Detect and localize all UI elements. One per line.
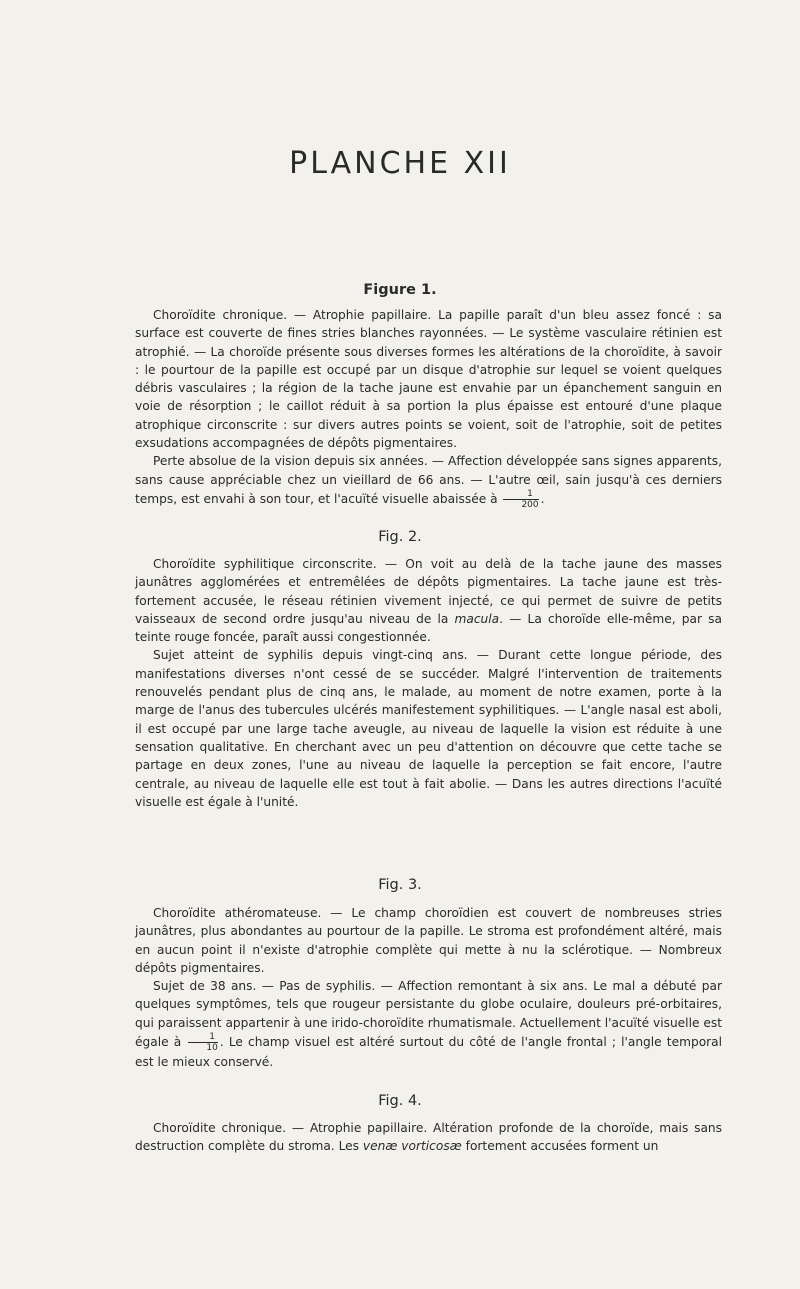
figure-1-text bbox=[135, 306, 722, 510]
figure-1-paragraph-2 bbox=[135, 452, 722, 510]
figure-3-heading: Fig. 3. bbox=[378, 877, 422, 893]
acuity-fraction bbox=[188, 1032, 217, 1053]
figure-2-paragraph-1 bbox=[135, 555, 722, 646]
figure-2-italic-term: macula bbox=[454, 611, 500, 626]
figure-2-heading: Fig. 2. bbox=[378, 529, 422, 545]
figure-3-paragraph-2-end: . Le champ visuel est altéré surtout du côté de l'angle frontal ; l'angle temporal est le mieux conservé. bbox=[135, 1035, 723, 1070]
figure-2-paragraph-1-end: . — La choroïde elle-même, par sa teinte rouge foncée, paraît aussi congestionnée. bbox=[135, 611, 722, 645]
figure-4-text bbox=[135, 1119, 722, 1156]
acuity-fraction bbox=[503, 489, 538, 510]
figure-4-paragraph-1-end: fortement accusées forment un bbox=[465, 1139, 659, 1154]
fraction-denominator: 10 bbox=[206, 1043, 218, 1054]
figure-2-paragraph-2: Sujet atteint de syphilis depuis vingt-cinq ans. — Durant cette longue période, des manifestations diverses n'ont cessé de se succéder. Malgré l'intervention de traitements renouvelés pendant plus de cinq ans, le malade, au moment de notre examen, porte à la marge de l'anus des tubercules ulcérés manifestement syphilitiques. — L'angle nasal est aboli, il est occupé par une large tache aveugle, au niveau de laquelle la vision est réduite à une sensation qualitative. En cherchant avec un peu d'attention on découvre que cette tache se partage en deux zones, l'une au niveau de laquelle la perception se fait encore, l'autre centrale, au niveau de laquelle elle est tout à fait abolie. — Dans les autres directions l'acuïté visuelle est égale à l'unité. bbox=[135, 648, 722, 809]
figure-4-heading: Fig. 4. bbox=[378, 1093, 422, 1109]
figure-4-italic-term: venæ vorticosæ bbox=[362, 1139, 462, 1154]
figure-4-paragraph-1 bbox=[135, 1119, 722, 1156]
figure-1-heading: Figure 1. bbox=[363, 282, 437, 298]
figure-2-paragraph-1-text: Choroïdite syphilitique circonscrite. — On voit au delà de la tache jaune des masses jaunâtres agglomérées et entremêlées de dépôts pigmentaires. La tache jaune est très-fortement accusée, le réseau rétinien vivement injecté, ce qui permet de suivre de petits vaisseaux de second ordre jusqu'au niveau de la bbox=[135, 557, 722, 626]
figure-3-paragraph-2-text: Sujet de 38 ans. — Pas de syphilis. — Affection remontant à six ans. Le mal a débuté par quelques symptômes, tels que rougeur persistante du globe oculaire, douleurs pré-orbitaires, qui paraissent appartenir à une irido-choroïdite rhumatismale. Actuellement l'acuïté visuelle est égale à bbox=[135, 979, 722, 1050]
plate-title: PLANCHE XII bbox=[289, 146, 511, 181]
figure-2-text bbox=[135, 555, 722, 811]
fraction-numerator: 1 bbox=[503, 489, 538, 500]
figure-1-paragraph-2-end: . bbox=[540, 491, 545, 506]
figure-3-paragraph-1: Choroïdite athéromateuse. — Le champ choroïdien est couvert de nombreuses stries jaunâtres, plus abondantes au pourtour de la papille. Le stroma est profondément altéré, mais en aucun point il n'existe d'atrophie complète qui mette à nu la sclérotique. — Nombreux dépôts pigmentaires. bbox=[135, 906, 722, 975]
fraction-denominator: 200 bbox=[521, 499, 539, 510]
fraction-numerator: 1 bbox=[188, 1032, 217, 1043]
figure-1-paragraph-2-text: Perte absolue de la vision depuis six années. — Affection développée sans signes apparents, sans cause appréciable chez un vieillard de 66 ans. — L'autre œil, sain jusqu'à ces derniers temps, est envahi à son tour, et l'acuïté visuelle abaissée à bbox=[135, 454, 722, 506]
figure-3-text bbox=[135, 904, 722, 1071]
figure-3-paragraph-2 bbox=[135, 977, 722, 1071]
figure-4-paragraph-1-text: Choroïdite chronique. — Atrophie papillaire. Altération profonde de la choroïde, mais sans destruction complète du stroma. Les bbox=[135, 1121, 722, 1154]
figure-1-paragraph-1: Choroïdite chronique. — Atrophie papillaire. La papille paraît d'un bleu assez foncé : sa surface est couverte de fines stries blanches rayonnées. — Le système vasculaire rétinien est atrophié. — La choroïde présente sous diverses formes les altérations de la choroïdite, à savoir : le pourtour de la papille est occupé par un disque d'atrophie sur lequel se voient quelques débris vasculaires ; la région de la tache jaune est envahie par un épanchement sanguin en voie de résorption ; le caillot réduit à sa portion la plus épaisse est entouré d'une plaque atrophique circonscrite : sur divers autres points se voient, soit de l'atrophie, soit de petites exsudations accompagnées de dépôts pigmentaires. bbox=[135, 308, 722, 451]
